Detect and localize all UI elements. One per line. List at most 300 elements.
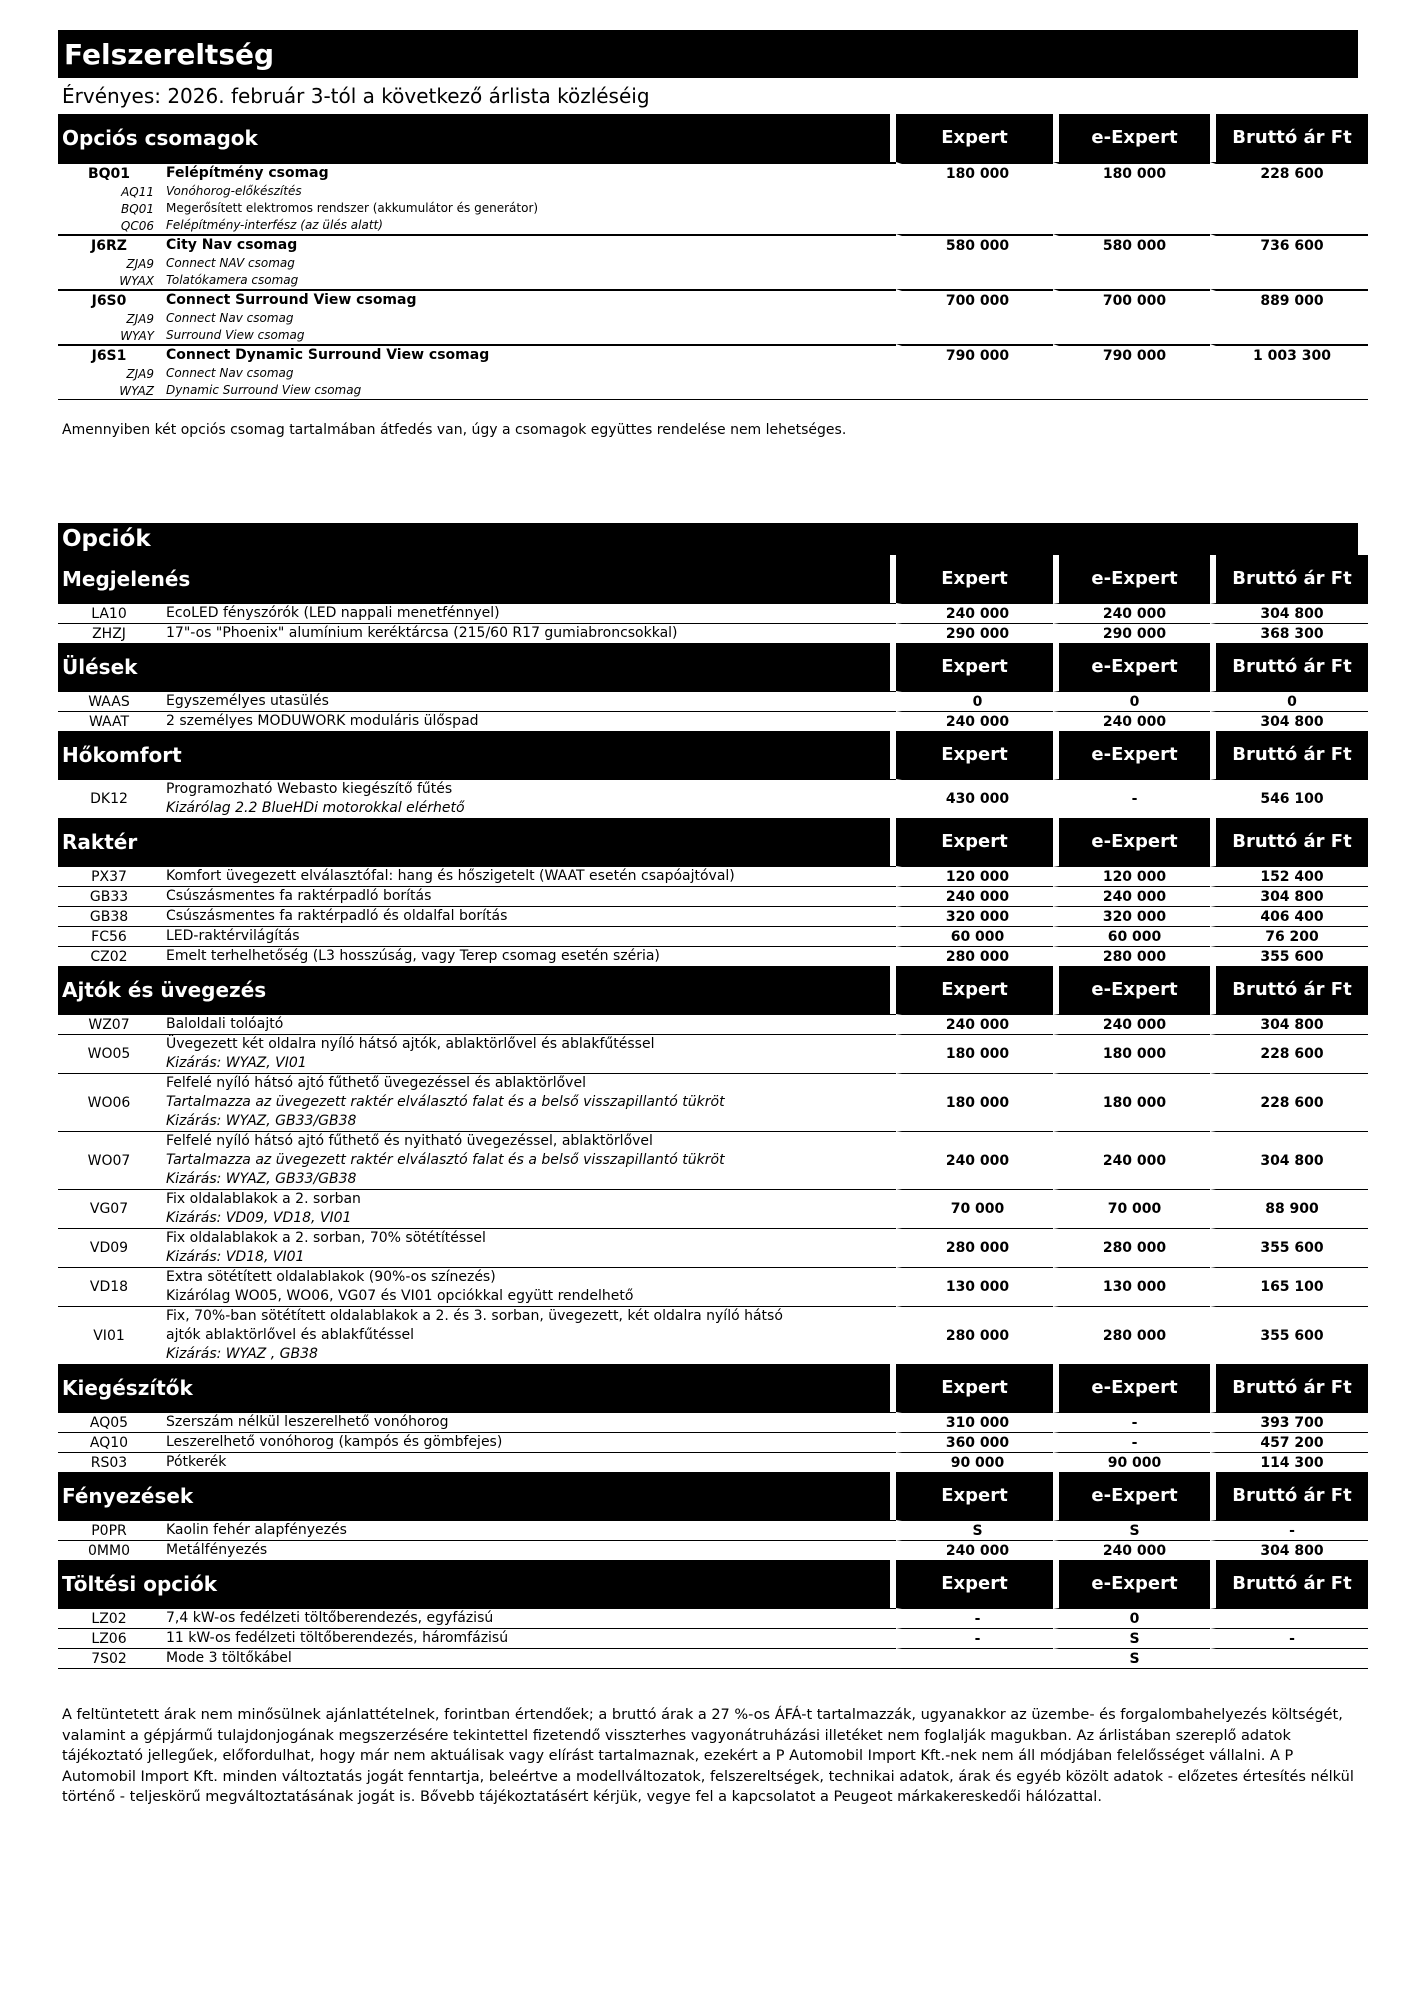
price-expert: 240 000 (896, 1131, 1053, 1189)
price-expert: 0 (896, 691, 1053, 711)
price-expert: 240 000 (896, 1014, 1053, 1034)
price-brutto: 165 100 (1210, 1267, 1368, 1306)
option-row (58, 623, 1368, 643)
col-header-expert: Expert (896, 731, 1053, 779)
group-header-row (58, 966, 1368, 1014)
option-description (160, 623, 896, 643)
options-table (58, 555, 1368, 1669)
empty-cell (896, 183, 1053, 200)
price-eexpert: S (1053, 1648, 1210, 1668)
option-description (160, 1520, 896, 1540)
price-eexpert: - (1053, 779, 1210, 818)
description-line: Kaolin fehér alapfényezés (166, 1522, 347, 1538)
col-header-expert: Expert (896, 1364, 1053, 1412)
price-brutto: 0 (1210, 691, 1368, 711)
option-description (160, 1432, 896, 1452)
option-code: DK12 (58, 779, 160, 818)
price-expert: 280 000 (896, 946, 1053, 966)
description-line: 2 személyes MODUWORK moduláris ülőspad (166, 713, 479, 729)
price-eexpert: 240 000 (1053, 1131, 1210, 1189)
price-eexpert: 290 000 (1053, 623, 1210, 643)
price-eexpert: 60 000 (1053, 926, 1210, 946)
price-expert: 290 000 (896, 623, 1053, 643)
price-brutto: 228 600 (1210, 162, 1368, 183)
price-brutto: 393 700 (1210, 1412, 1368, 1432)
price-brutto: 304 800 (1210, 603, 1368, 623)
option-description (160, 886, 896, 906)
empty-cell (1053, 327, 1210, 344)
price-brutto: 304 800 (1210, 1540, 1368, 1560)
col-header-eexpert: e-Expert (1053, 1472, 1210, 1520)
option-row (58, 779, 1368, 818)
col-header-expert: Expert (896, 966, 1053, 1014)
package-row (58, 234, 1368, 255)
content-name: Dynamic Surround View csomag (166, 383, 362, 397)
description-line: Extra sötétített oldalablakok (90%-os színezés) (166, 1269, 496, 1285)
empty-cell (1210, 365, 1368, 382)
option-row (58, 1034, 1368, 1073)
option-code: WZ07 (58, 1014, 160, 1034)
description-line: LED-raktérvilágítás (166, 928, 300, 944)
price-eexpert: 790 000 (1053, 344, 1210, 365)
price-brutto: - (1210, 1628, 1368, 1648)
price-eexpert: 240 000 (1053, 886, 1210, 906)
col-header-expert: Expert (896, 114, 1053, 162)
price-eexpert: 120 000 (1053, 866, 1210, 886)
description-line: ajtók ablaktörlővel és ablakfűtéssel (166, 1327, 415, 1343)
content-code: BQ01 (121, 201, 154, 216)
price-expert: 320 000 (896, 906, 1053, 926)
description-line: Komfort üvegezett elválasztófal: hang és hőszigetelt (WAAT esetén csapóajtóval) (166, 868, 735, 884)
price-brutto: 355 600 (1210, 1306, 1368, 1364)
price-list-page (58, 30, 1358, 1808)
price-expert: 180 000 (896, 1073, 1053, 1131)
description-line: Leszerelhető vonóhorog (kampós és gömbfejes) (166, 1434, 503, 1450)
options-section-title: Opciók (58, 523, 1358, 555)
col-header-eexpert: e-Expert (1053, 643, 1210, 691)
option-code: GB33 (58, 886, 160, 906)
package-name: Connect Dynamic Surround View csomag (160, 344, 896, 365)
description-line: Programozható Webasto kiegészítő fűtés (166, 781, 453, 797)
description-line: Tartalmazza az üvegezett raktér elválasztó falat és a belső visszapillantó tükröt (166, 1094, 725, 1110)
option-row (58, 1306, 1368, 1364)
option-row (58, 1628, 1368, 1648)
option-row (58, 1073, 1368, 1131)
col-header-expert: Expert (896, 818, 1053, 866)
empty-cell (896, 272, 1053, 289)
option-description (160, 1452, 896, 1472)
description-line: Egyszemélyes utasülés (166, 693, 329, 709)
package-content-row (58, 382, 1368, 399)
price-eexpert: - (1053, 1432, 1210, 1452)
package-content-row (58, 327, 1368, 344)
price-expert: - (896, 1628, 1053, 1648)
option-code: CZ02 (58, 946, 160, 966)
option-code: WAAS (58, 691, 160, 711)
price-brutto: 304 800 (1210, 711, 1368, 731)
col-header-brutto: Bruttó ár Ft (1210, 555, 1368, 603)
option-description (160, 711, 896, 731)
package-name: Connect Surround View csomag (160, 289, 896, 310)
option-code: FC56 (58, 926, 160, 946)
col-header-expert: Expert (896, 1472, 1053, 1520)
option-code: P0PR (58, 1520, 160, 1540)
description-line: Felfelé nyíló hátsó ajtó fűthető üvegezéssel és ablaktörlővel (166, 1075, 586, 1091)
empty-cell (1053, 310, 1210, 327)
description-line: Fix oldalablakok a 2. sorban (166, 1191, 361, 1207)
price-brutto: 889 000 (1210, 289, 1368, 310)
empty-cell (1210, 183, 1368, 200)
price-eexpert: 280 000 (1053, 1306, 1210, 1364)
price-brutto: 1 003 300 (1210, 344, 1368, 365)
price-eexpert: 180 000 (1053, 1073, 1210, 1131)
option-description (160, 1073, 896, 1131)
option-row (58, 1189, 1368, 1228)
empty-cell (896, 327, 1053, 344)
content-code: QC06 (120, 218, 154, 233)
rule-cell (58, 1668, 1368, 1669)
description-line: Szerszám nélkül leszerelhető vonóhorog (166, 1414, 449, 1430)
option-code: VD09 (58, 1228, 160, 1267)
package-row (58, 289, 1368, 310)
col-header-brutto: Bruttó ár Ft (1210, 114, 1368, 162)
col-header-eexpert: e-Expert (1053, 966, 1210, 1014)
option-row (58, 1648, 1368, 1668)
option-row (58, 1452, 1368, 1472)
price-expert: 70 000 (896, 1189, 1053, 1228)
page-title: Felszereltség (58, 30, 1358, 78)
description-line: Fix oldalablakok a 2. sorban, 70% sötétítéssel (166, 1230, 486, 1246)
group-title: Raktér (58, 818, 896, 866)
group-title: Opciós csomagok (58, 114, 896, 162)
package-name: City Nav csomag (160, 234, 896, 255)
option-code: LA10 (58, 603, 160, 623)
option-description (160, 1189, 896, 1228)
package-content-row (58, 365, 1368, 382)
group-header-row (58, 1472, 1368, 1520)
package-row (58, 162, 1368, 183)
package-code: J6S1 (58, 344, 160, 365)
option-description (160, 691, 896, 711)
price-brutto: 152 400 (1210, 866, 1368, 886)
col-header-brutto: Bruttó ár Ft (1210, 1472, 1368, 1520)
empty-cell (1210, 272, 1368, 289)
price-expert: 280 000 (896, 1306, 1053, 1364)
group-title: Hőkomfort (58, 731, 896, 779)
price-expert: 430 000 (896, 779, 1053, 818)
option-row (58, 691, 1368, 711)
price-brutto: 304 800 (1210, 1131, 1368, 1189)
price-eexpert: 240 000 (1053, 711, 1210, 731)
price-eexpert: 180 000 (1053, 162, 1210, 183)
description-line: Kizárás: WYAZ, GB33/GB38 (166, 1113, 357, 1129)
price-eexpert: 240 000 (1053, 1014, 1210, 1034)
empty-cell (1210, 200, 1368, 217)
price-expert: 180 000 (896, 1034, 1053, 1073)
option-code: WO07 (58, 1131, 160, 1189)
content-code: AQ11 (121, 184, 154, 199)
price-brutto: 546 100 (1210, 779, 1368, 818)
option-code: GB38 (58, 906, 160, 926)
option-row (58, 1412, 1368, 1432)
package-row (58, 344, 1368, 365)
option-code: RS03 (58, 1452, 160, 1472)
package-content-row (58, 200, 1368, 217)
package-name: Felépítmény csomag (160, 162, 896, 183)
content-name: Vonóhorog-előkészítés (166, 184, 302, 198)
price-brutto: 76 200 (1210, 926, 1368, 946)
content-name: Connect Nav csomag (166, 366, 294, 380)
option-description (160, 946, 896, 966)
empty-cell (896, 217, 1053, 234)
price-expert: 180 000 (896, 162, 1053, 183)
price-eexpert: 240 000 (1053, 603, 1210, 623)
price-brutto: 457 200 (1210, 1432, 1368, 1452)
price-eexpert: 240 000 (1053, 1540, 1210, 1560)
col-header-brutto: Bruttó ár Ft (1210, 966, 1368, 1014)
price-brutto: 406 400 (1210, 906, 1368, 926)
content-name: Connect NAV csomag (166, 256, 295, 270)
price-brutto: 368 300 (1210, 623, 1368, 643)
option-description (160, 1034, 896, 1073)
description-line: Emelt terhelhetőség (L3 hosszúság, vagy Terep csomag esetén széria) (166, 948, 660, 964)
price-eexpert: 90 000 (1053, 1452, 1210, 1472)
price-brutto (1210, 1608, 1368, 1628)
col-header-expert: Expert (896, 643, 1053, 691)
option-row (58, 1267, 1368, 1306)
price-brutto: 304 800 (1210, 886, 1368, 906)
group-title: Kiegészítők (58, 1364, 896, 1412)
empty-cell (1053, 382, 1210, 399)
group-title: Ajtók és üvegezés (58, 966, 896, 1014)
option-row (58, 711, 1368, 731)
col-header-eexpert: e-Expert (1053, 555, 1210, 603)
price-expert: 580 000 (896, 234, 1053, 255)
col-header-eexpert: e-Expert (1053, 818, 1210, 866)
price-expert: - (896, 1608, 1053, 1628)
rule-cell (58, 399, 1368, 400)
group-header-row (58, 731, 1368, 779)
price-expert: 310 000 (896, 1412, 1053, 1432)
price-eexpert: 130 000 (1053, 1267, 1210, 1306)
empty-cell (1210, 382, 1368, 399)
price-eexpert: 0 (1053, 691, 1210, 711)
description-line: Kizárás: WYAZ, VI01 (166, 1055, 307, 1071)
table-bottom-rule (58, 1668, 1368, 1669)
col-header-brutto: Bruttó ár Ft (1210, 1560, 1368, 1608)
col-header-eexpert: e-Expert (1053, 731, 1210, 779)
option-row (58, 1131, 1368, 1189)
price-expert: 700 000 (896, 289, 1053, 310)
description-line: 17"-os "Phoenix" alumínium keréktárcsa (215/60 R17 gumiabroncsokkal) (166, 625, 678, 641)
package-content-row (58, 255, 1368, 272)
group-header-row (58, 818, 1368, 866)
empty-cell (1053, 255, 1210, 272)
content-code: WYAX (119, 273, 154, 288)
price-eexpert: 0 (1053, 1608, 1210, 1628)
content-name: Tolatókamera csomag (166, 273, 299, 287)
group-header-row (58, 643, 1368, 691)
col-header-expert: Expert (896, 1560, 1053, 1608)
option-row (58, 1608, 1368, 1628)
empty-cell (1053, 217, 1210, 234)
option-description (160, 1608, 896, 1628)
description-line: Baloldali tolóajtó (166, 1016, 284, 1032)
price-expert: 240 000 (896, 603, 1053, 623)
empty-cell (896, 255, 1053, 272)
price-eexpert: 700 000 (1053, 289, 1210, 310)
option-row (58, 1014, 1368, 1034)
empty-cell (1053, 183, 1210, 200)
option-code: ZHZJ (58, 623, 160, 643)
option-row (58, 1432, 1368, 1452)
empty-cell (1210, 327, 1368, 344)
option-row (58, 603, 1368, 623)
option-description (160, 1014, 896, 1034)
option-code: LZ02 (58, 1608, 160, 1628)
option-row (58, 926, 1368, 946)
group-header-row (58, 555, 1368, 603)
price-expert: 60 000 (896, 926, 1053, 946)
price-expert: 120 000 (896, 866, 1053, 886)
package-code: J6S0 (58, 289, 160, 310)
content-code: WYAZ (119, 383, 154, 398)
col-header-brutto: Bruttó ár Ft (1210, 731, 1368, 779)
price-brutto: 228 600 (1210, 1034, 1368, 1073)
description-line: Csúszásmentes fa raktérpadló borítás (166, 888, 432, 904)
description-line: 11 kW-os fedélzeti töltőberendezés, háromfázisú (166, 1630, 509, 1646)
packages-table (58, 114, 1368, 400)
col-header-brutto: Bruttó ár Ft (1210, 1364, 1368, 1412)
option-code: AQ05 (58, 1412, 160, 1432)
description-line: 7,4 kW-os fedélzeti töltőberendezés, egyfázisú (166, 1610, 494, 1626)
empty-cell (1210, 310, 1368, 327)
package-content-row (58, 310, 1368, 327)
option-code: PX37 (58, 866, 160, 886)
price-expert: 240 000 (896, 711, 1053, 731)
option-description (160, 1648, 896, 1668)
group-header-row (58, 1364, 1368, 1412)
content-code: ZJA9 (126, 256, 154, 271)
description-line: Kizárás: WYAZ , GB38 (166, 1346, 318, 1362)
option-description (160, 906, 896, 926)
empty-cell (896, 310, 1053, 327)
price-eexpert: 180 000 (1053, 1034, 1210, 1073)
price-eexpert: 580 000 (1053, 234, 1210, 255)
price-expert: 130 000 (896, 1267, 1053, 1306)
price-eexpert: S (1053, 1520, 1210, 1540)
group-title: Töltési opciók (58, 1560, 896, 1608)
option-description (160, 1228, 896, 1267)
option-description (160, 603, 896, 623)
price-expert: 280 000 (896, 1228, 1053, 1267)
group-title: Ülések (58, 643, 896, 691)
content-code: ZJA9 (126, 366, 154, 381)
option-code: VD18 (58, 1267, 160, 1306)
price-brutto: 228 600 (1210, 1073, 1368, 1131)
content-name: Felépítmény-interfész (az ülés alatt) (166, 218, 383, 232)
empty-cell (1053, 200, 1210, 217)
price-expert: 240 000 (896, 1540, 1053, 1560)
group-header-row (58, 1560, 1368, 1608)
empty-cell (896, 200, 1053, 217)
col-header-eexpert: e-Expert (1053, 114, 1210, 162)
package-code: J6RZ (58, 234, 160, 255)
option-row (58, 866, 1368, 886)
price-eexpert: 320 000 (1053, 906, 1210, 926)
option-description (160, 779, 896, 818)
option-description (160, 1306, 896, 1364)
description-line: Metálfényezés (166, 1542, 268, 1558)
group-header-row (58, 114, 1368, 162)
validity-text: Érvényes: 2026. február 3-tól a következő árlista közléséig (62, 84, 650, 108)
price-brutto: 736 600 (1210, 234, 1368, 255)
packages-note: Amennyiben két opciós csomag tartalmában átfedés van, úgy a csomagok együttes rendelése nem lehetséges. (62, 422, 847, 438)
price-brutto: 88 900 (1210, 1189, 1368, 1228)
option-code: VI01 (58, 1306, 160, 1364)
empty-cell (1053, 272, 1210, 289)
col-header-brutto: Bruttó ár Ft (1210, 818, 1368, 866)
description-line: Csúszásmentes fa raktérpadló és oldalfal borítás (166, 908, 508, 924)
content-code: WYAY (120, 328, 154, 343)
option-description (160, 1540, 896, 1560)
price-eexpert: - (1053, 1412, 1210, 1432)
description-line: Kizárás: VD09, VD18, VI01 (166, 1210, 352, 1226)
price-brutto: 304 800 (1210, 1014, 1368, 1034)
package-content-row (58, 272, 1368, 289)
price-eexpert: 70 000 (1053, 1189, 1210, 1228)
price-brutto: - (1210, 1520, 1368, 1540)
price-eexpert: 280 000 (1053, 946, 1210, 966)
col-header-expert: Expert (896, 555, 1053, 603)
option-code: WAAT (58, 711, 160, 731)
price-brutto (1210, 1648, 1368, 1668)
option-row (58, 1520, 1368, 1540)
group-title: Megjelenés (58, 555, 896, 603)
description-line: Kizárólag WO05, WO06, VG07 és VI01 opciókkal együtt rendelhető (166, 1288, 634, 1304)
table-bottom-rule (58, 399, 1368, 400)
price-brutto: 114 300 (1210, 1452, 1368, 1472)
price-eexpert: S (1053, 1628, 1210, 1648)
price-expert: 360 000 (896, 1432, 1053, 1452)
option-row (58, 1540, 1368, 1560)
description-line: Kizárás: VD18, VI01 (166, 1249, 305, 1265)
description-line: Kizárás: WYAZ, GB33/GB38 (166, 1171, 357, 1187)
description-line: EcoLED fényszórók (LED nappali menetfénnyel) (166, 605, 500, 621)
empty-cell (896, 365, 1053, 382)
option-code: 0MM0 (58, 1540, 160, 1560)
package-code: BQ01 (58, 162, 160, 183)
content-code: ZJA9 (126, 311, 154, 326)
description-line: Felfelé nyíló hátsó ajtó fűthető és nyitható üvegezéssel, ablaktörlővel (166, 1133, 653, 1149)
description-line: Pótkerék (166, 1454, 227, 1470)
option-row (58, 946, 1368, 966)
empty-cell (1210, 255, 1368, 272)
option-code: AQ10 (58, 1432, 160, 1452)
option-code: LZ06 (58, 1628, 160, 1648)
price-expert: S (896, 1520, 1053, 1540)
option-description (160, 1131, 896, 1189)
empty-cell (1210, 217, 1368, 234)
price-eexpert: 280 000 (1053, 1228, 1210, 1267)
content-name: Surround View csomag (166, 328, 305, 342)
option-row (58, 906, 1368, 926)
content-name: Megerősített elektromos rendszer (akkumulátor és generátor) (166, 201, 539, 215)
price-brutto: 355 600 (1210, 1228, 1368, 1267)
empty-cell (896, 382, 1053, 399)
option-description (160, 926, 896, 946)
price-expert: 790 000 (896, 344, 1053, 365)
